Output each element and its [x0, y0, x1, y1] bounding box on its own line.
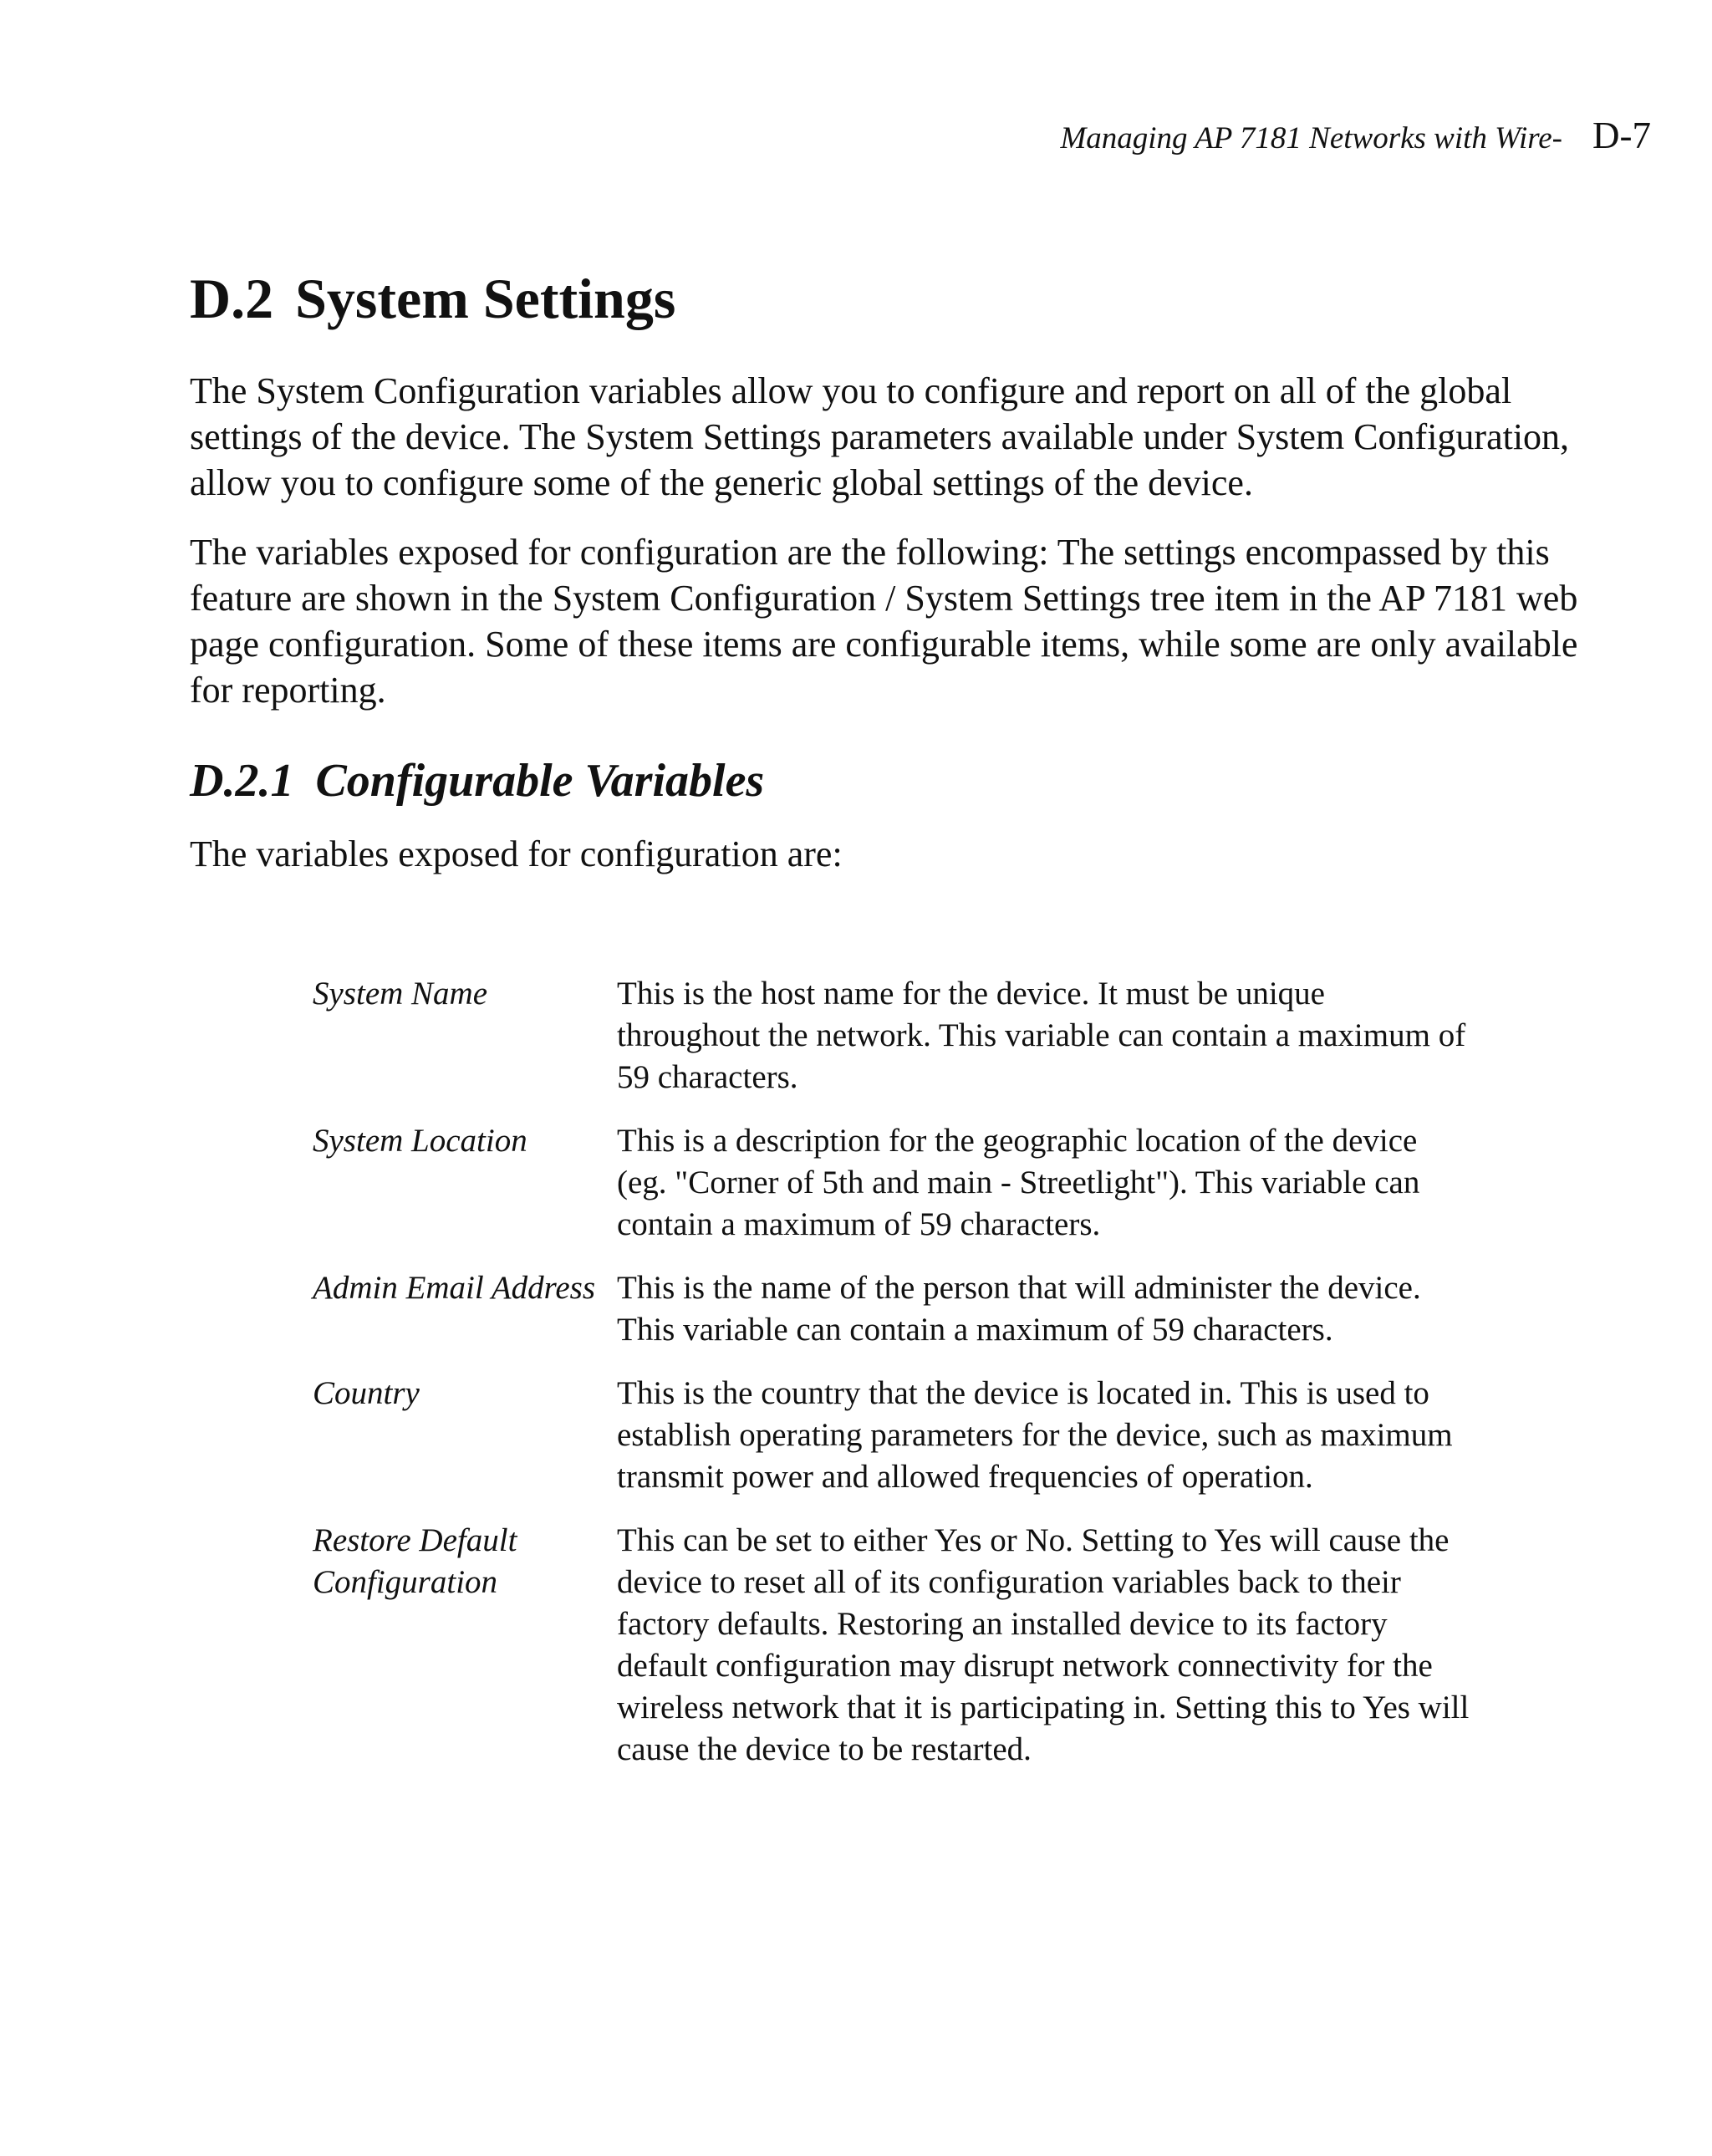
variable-row	[313, 1520, 1483, 1771]
variable-description: This can be set to either Yes or No. Setting to Yes will cause the device to reset all of its configuration variables back to their factory defaults. Restoring an installed device to its factory default configuration may disrupt network connectivity for the wireless network that it is participating in. Setting this to Yes will cause the device to be restarted.	[617, 1522, 1470, 1767]
variable-description: This is the name of the person that will administer the device. This variable can contain a maximum of 59 characters.	[617, 1270, 1421, 1348]
running-title: Managing AP 7181 Networks with Wire-	[1060, 121, 1563, 155]
variable-name: System Location	[313, 1123, 527, 1159]
section-title: System Settings	[295, 267, 676, 330]
variable-description: This is the host name for the device. It must be unique throughout the network. This variable can contain a maximum of 59 characters.	[617, 976, 1466, 1095]
variable-row	[313, 973, 1483, 1098]
variable-name: Country	[313, 1375, 420, 1411]
subsection-heading	[190, 753, 1602, 809]
section-heading	[190, 266, 1602, 331]
variable-description: This is the country that the device is located in. This is used to establish operating parameters for the device, such as maximum transmit power and allowed frequencies of operation.	[617, 1375, 1453, 1495]
subsection-lead: The variables exposed for configuration are:	[190, 833, 843, 875]
subsection-number: D.2.1	[190, 755, 294, 808]
intro-paragraph: The variables exposed for configuration are the following: The settings encompassed by this feature are shown in the System Configuration / System Settings tree item in the AP 7181 web page configuration. Some of these items are configurable items, while some are only available for reporting.	[190, 532, 1578, 711]
variable-list	[313, 973, 1483, 1792]
variable-name: Admin Email Address	[313, 1270, 595, 1306]
variable-name: Restore Default Configuration	[313, 1522, 517, 1600]
variable-description: This is a description for the geographic location of the device (eg. "Corner of 5th and main - Streetlight"). This variable can contain a maximum of 59 characters.	[617, 1123, 1420, 1242]
page-number: D-7	[1592, 115, 1651, 156]
section-number: D.2	[190, 267, 274, 330]
page-content	[190, 266, 1602, 877]
running-header	[1060, 114, 1651, 157]
variable-row	[313, 1267, 1483, 1351]
variable-name: System Name	[313, 976, 488, 1012]
intro-paragraph: The System Configuration variables allow you to configure and report on all of the global settings of the device. The System Settings parameters available under System Configuration, allow you to configure some of the generic global settings of the device.	[190, 370, 1570, 504]
subsection-title: Configurable Variables	[315, 755, 765, 808]
variable-row	[313, 1120, 1483, 1246]
variable-row	[313, 1373, 1483, 1498]
